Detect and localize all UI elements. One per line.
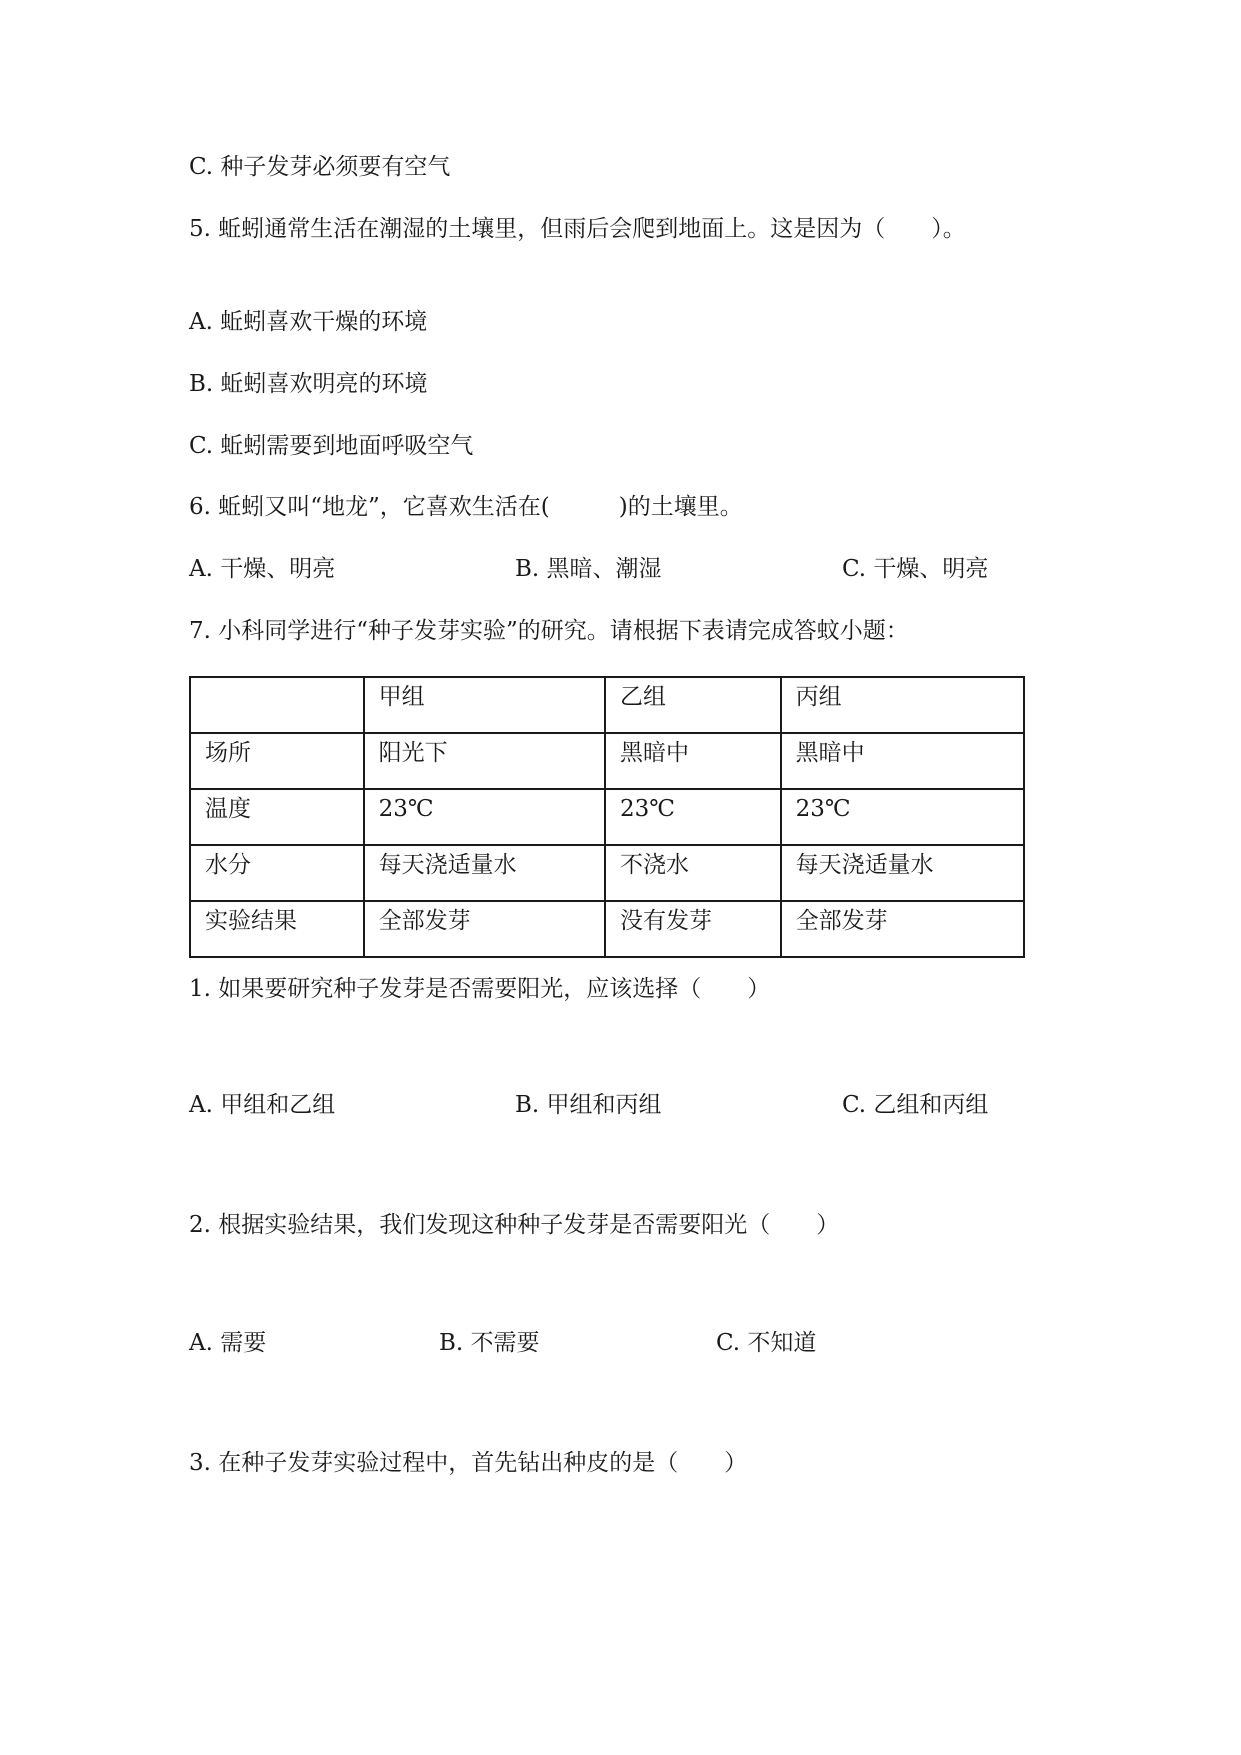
table-row <box>190 789 1024 845</box>
sub1-option-b: B. 甲组和丙组 <box>515 1092 662 1118</box>
q6-option-b: B. 黑暗、潮湿 <box>515 556 662 582</box>
table-cell: 每天浇适量水 <box>781 845 1024 901</box>
sub-question-3: 3. 在种子发芽实验过程中，首先钻出种皮的是（ ） <box>189 1450 748 1476</box>
table-row <box>190 733 1024 789</box>
table-cell: 全部发芽 <box>364 901 605 957</box>
table-cell: 丙组 <box>781 677 1024 733</box>
table-cell: 温度 <box>190 789 364 845</box>
sub-question-2: 2. 根据实验结果，我们发现这种种子发芽是否需要阳光（ ） <box>189 1212 840 1238</box>
table-row <box>190 901 1024 957</box>
table-cell <box>190 677 364 733</box>
experiment-table <box>189 676 1025 958</box>
sub2-option-b: B. 不需要 <box>439 1330 540 1356</box>
table-cell: 黑暗中 <box>781 733 1024 789</box>
q5-option-b: B. 蚯蚓喜欢明亮的环境 <box>189 371 428 397</box>
q6-option-c: C. 干燥、明亮 <box>842 556 989 582</box>
table-cell: 水分 <box>190 845 364 901</box>
table-cell: 乙组 <box>605 677 781 733</box>
q5-option-c: C. 蚯蚓需要到地面呼吸空气 <box>189 433 474 459</box>
table-cell: 黑暗中 <box>605 733 781 789</box>
sub2-option-a: A. 需要 <box>189 1330 267 1356</box>
table-cell: 没有发芽 <box>605 901 781 957</box>
table-cell: 实验结果 <box>190 901 364 957</box>
table-cell: 23℃ <box>781 789 1024 845</box>
table-cell: 每天浇适量水 <box>364 845 605 901</box>
table-cell: 23℃ <box>605 789 781 845</box>
sub1-option-a: A. 甲组和乙组 <box>189 1092 336 1118</box>
table-cell: 23℃ <box>364 789 605 845</box>
question-6: 6. 蚯蚓又叫“地龙”，它喜欢生活在( )的土壤里。 <box>189 494 743 520</box>
question-7: 7. 小科同学进行“种子发芽实验”的研究。请根据下表请完成答蚊小题： <box>189 618 909 644</box>
table-cell: 不浇水 <box>605 845 781 901</box>
table-cell: 全部发芽 <box>781 901 1024 957</box>
question-5: 5. 蚯蚓通常生活在潮湿的土壤里，但雨后会爬到地面上。这是因为（ ）。 <box>189 216 966 242</box>
table-cell: 甲组 <box>364 677 605 733</box>
sub1-option-c: C. 乙组和丙组 <box>842 1092 989 1118</box>
q4-option-c: C. 种子发芽必须要有空气 <box>189 154 451 180</box>
q6-option-a: A. 干燥、明亮 <box>189 556 336 582</box>
table-cell: 场所 <box>190 733 364 789</box>
sub-question-1: 1. 如果要研究种子发芽是否需要阳光，应该选择（ ） <box>189 976 771 1002</box>
table-header-row <box>190 677 1024 733</box>
table-row <box>190 845 1024 901</box>
q5-option-a: A. 蚯蚓喜欢干燥的环境 <box>189 309 428 335</box>
table-cell: 阳光下 <box>364 733 605 789</box>
sub2-option-c: C. 不知道 <box>716 1330 817 1356</box>
